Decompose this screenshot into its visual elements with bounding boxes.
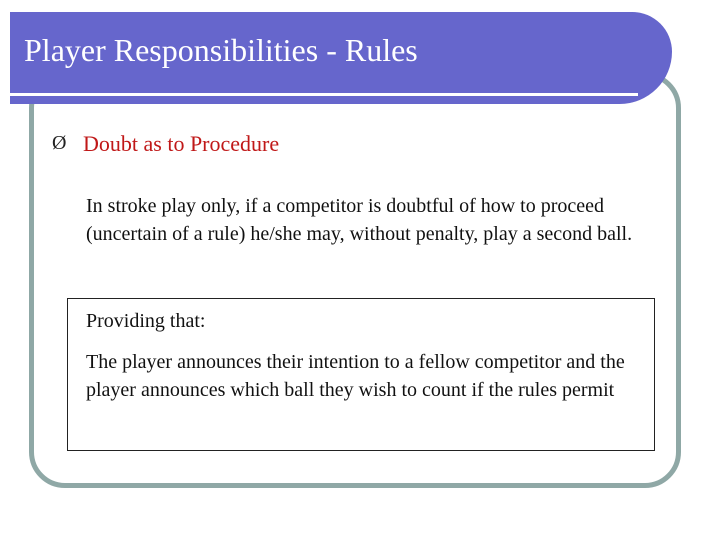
- condition-text: The player announces their intention to a fellow competitor and the player announces which ball they wish to count if the rules permit: [86, 351, 625, 401]
- arrowhead-bullet-icon: Ø: [52, 132, 67, 154]
- condition-intro: Providing that:: [86, 310, 206, 332]
- title-underline: [10, 93, 638, 96]
- body-paragraph: In stroke play only, if a competitor is doubtful of how to proceed (uncertain of a rule) he/she may, without penalty, play a second ball.: [86, 195, 633, 245]
- condition-box: [67, 298, 655, 451]
- slide-title: Player Responsibilities - Rules: [24, 32, 418, 68]
- bullet-heading: Doubt as to Procedure: [83, 131, 280, 156]
